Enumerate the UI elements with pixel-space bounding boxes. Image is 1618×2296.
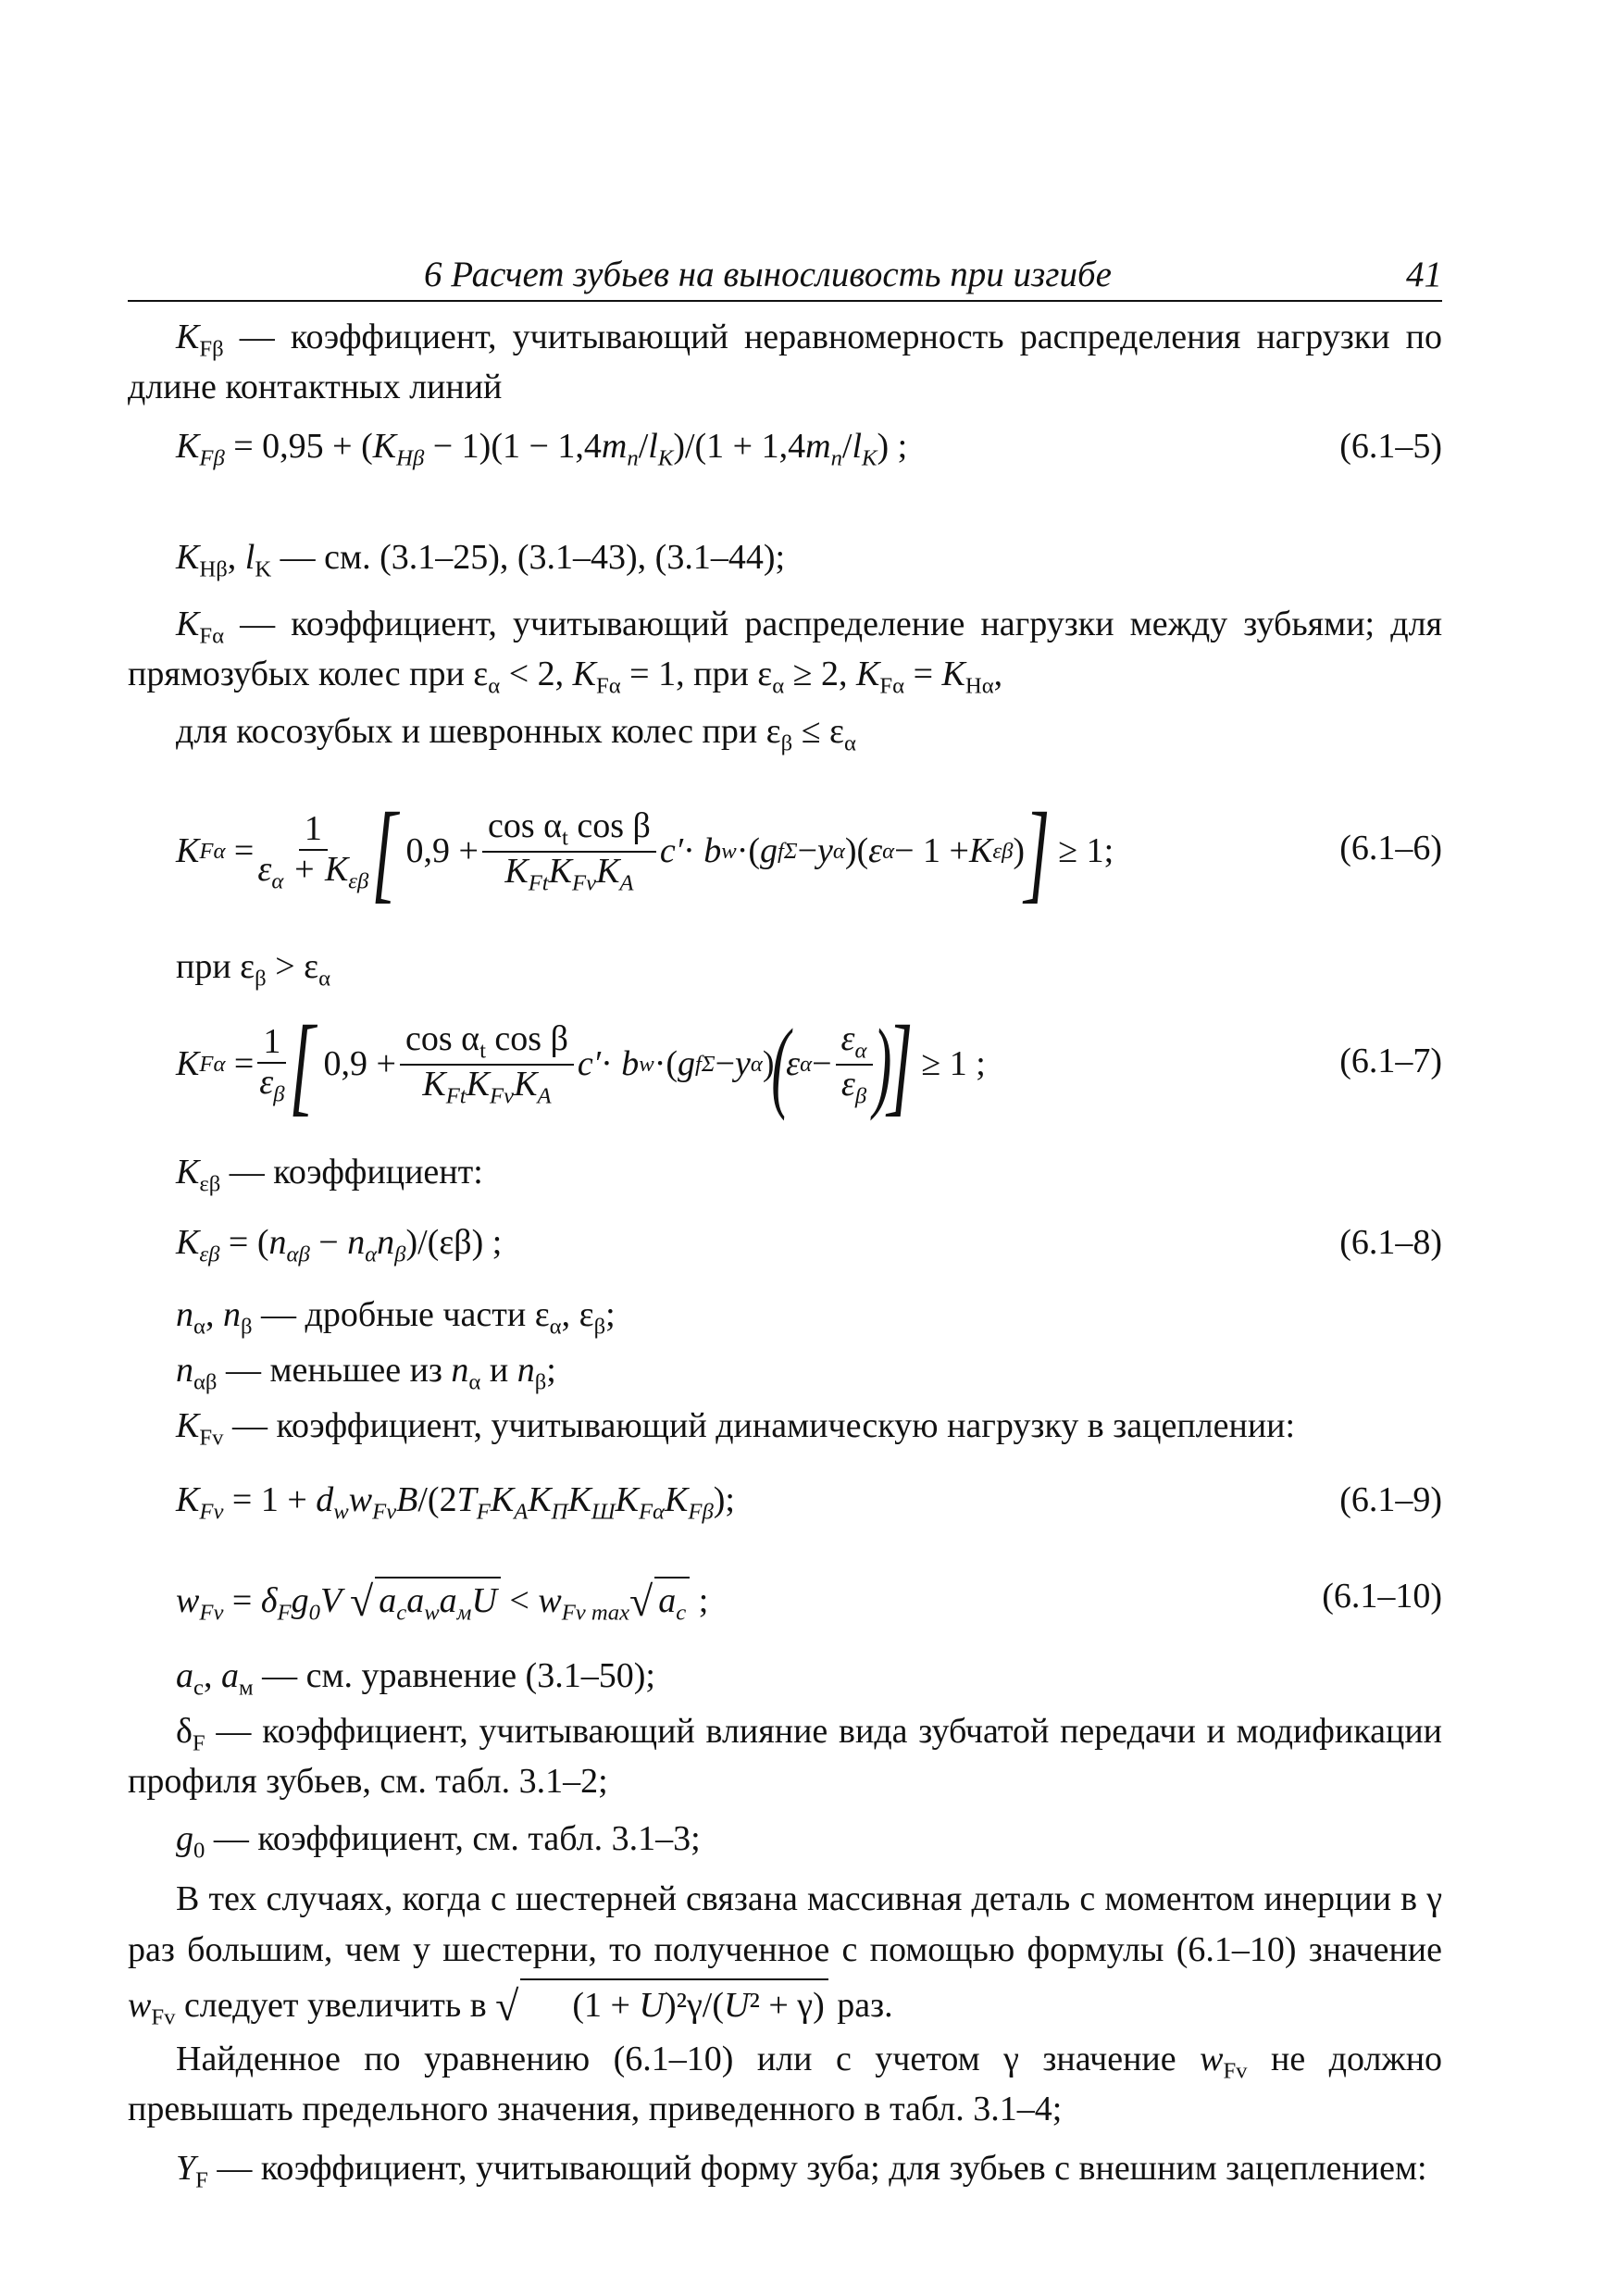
condition-eb-gt-ea: при $\varepsilon_\beta > \varepsilon_\alpha$ xyxy=(176,947,331,992)
equation-6-1-10: $w_{Fv} = \delta_Fg_0V$ √ $a_ca_wa_мU < w_{Fv max}√$ $a_c$ ; (6.1–10) xyxy=(176,1574,1442,1629)
equation-number: (6.1–10) xyxy=(1322,1577,1442,1616)
df-definition-text: — коэффициент, учитывающий влияние вида зубчатой передачи и модификации профиля зубьев, см. табл. 3.1–2; xyxy=(128,1712,1443,1801)
equation-number: (6.1–9) xyxy=(1339,1480,1442,1519)
equation-6-1-7: K Fα = $\frac{1}{\varepsilon_\beta}$ [ 0,9 + $\frac{\cos \alpha_t \cos \beta}{K_{Ft}K_{Fv}K_A}$ c′ · b w · ( g fΣ − y α ) ( ε α − $\frac{\varepsilon_\alpha}{\varepsilon_\beta}$ ) ] ≥ 1 ; (6.1–7) xyxy=(176,1003,1442,1126)
found-text-1: Найденное по уравнению (6.1–10) или с учетом γ значение xyxy=(176,2040,1176,2078)
keb-definition: $K_{\varepsilon\beta}$ — коэффициент: xyxy=(176,1153,483,1197)
kfa-definition-text: — коэффициент, учитывающий распределение нагрузки между зубьями; для прямозубых колес при xyxy=(128,605,1443,693)
n-definition: $n_\alpha$, $n_\beta$ — дробные части $\varepsilon_\alpha$, $\varepsilon_\beta$; xyxy=(176,1295,616,1340)
found-text-2: не должно превышать предельного значения, приведенного в табл. 3.1–4; xyxy=(128,2040,1443,2128)
equation-6-1-6: K Fα = $\frac{1}{\varepsilon_\alpha + K_{\varepsilon\beta}}$ [ 0,9 + $\frac{\cos \alpha_t \cos \beta}{K_{Ft}K_{Fv}K_A}$ c′ · b w · ( g fΣ − y α )( ε α − 1 + K εβ ) ] ≥ 1; (6.1–6) xyxy=(176,790,1442,913)
condition-text: при xyxy=(176,947,231,986)
equation-number: (6.1–6) xyxy=(1339,829,1442,867)
equation-6-1-5: $K_{F\beta} = 0,95 + (K_{H\beta} - 1)(1 - 1,4m_n/l_K)/(1 + 1,4m_n/l_K)$ ; (6.1–5) xyxy=(176,424,1442,474)
yf-definition: $Y_F$ — коэффициент, учитывающий форму зуба; для зубьев с внешним зацеплением: xyxy=(176,2149,1427,2193)
nab-and: и xyxy=(489,1351,509,1390)
kfa-helical-condition: для косозубых и шевронных колес при $\varepsilon_\beta \le \varepsilon_\alpha$ xyxy=(176,712,856,756)
khb-reference: $K_{H\beta}$, $l_K$ — см. (3.1–25), (3.1–43), (3.1–44); xyxy=(176,538,786,582)
g0-definition-text: — коэффициент, см. табл. 3.1–3; xyxy=(213,1819,701,1858)
page-number: 41 xyxy=(1406,255,1442,294)
equation-6-1-9: $K_{Fv} = 1 + d_ww_{Fv}B/(2T_FK_AK_ПK_ШK_{F\alpha}K_{F\beta})$; (6.1–9) xyxy=(176,1478,1442,1528)
equation-number: (6.1–7) xyxy=(1339,1042,1442,1080)
kfv-definition-text: — коэффициент, учитывающий динамическую нагрузку в зацеплении: xyxy=(231,1406,1296,1445)
equation-number: (6.1–5) xyxy=(1339,427,1442,466)
ac-definition-text: — см. уравнение (3.1–50); xyxy=(262,1656,655,1695)
nab-definition-text: — меньшее из xyxy=(226,1351,442,1390)
page-header xyxy=(128,250,1442,302)
khb-reference-text: — см. (3.1–25), (3.1–43), (3.1–44); xyxy=(280,538,786,577)
kfb-definition: $K_{F\beta}$ — коэффициент, учитывающий неравномерность распределения нагрузки по длине контактных линий xyxy=(128,318,1443,406)
massive-text-2: следует увеличить в xyxy=(183,1986,487,2026)
found-paragraph: Найденное по уравнению (6.1–10) или с учетом γ значение $w_{Fv}$ не должно превышать предельного значения, приведенного в табл. 3.1–4; xyxy=(128,2040,1443,2128)
g0-definition: $g_0$ — коэффициент, см. табл. 3.1–3; xyxy=(176,1819,701,1864)
massive-detail-paragraph: В тех случаях, когда с шестерней связана массивная деталь с моментом инерции в γ раз большим, чем у шестерни, то полученное с помощью формулы (6.1–10) значение $w_{Fv}$ следует увеличить в √ (1 + U)²γ/(U² + γ) раз. xyxy=(128,1879,1442,2030)
equation-number: (6.1–8) xyxy=(1339,1223,1442,1262)
df-definition: $\delta_F$ — коэффициент, учитывающий влияние вида зубчатой передачи и модификации профиля зубьев, см. табл. 3.1–2; xyxy=(128,1712,1443,1801)
kfb-definition-text: — коэффициент, учитывающий неравномерность распределения нагрузки по длине контактных линий xyxy=(128,318,1443,406)
kfa-helical-text: для косозубых и шевронных колес при xyxy=(176,712,758,751)
nab-definition: $n_{\alpha\beta}$ — меньшее из $n_\alpha$ и $n_\beta$; xyxy=(176,1351,556,1395)
equation-6-1-8: $K_{\varepsilon\beta} = (n_{\alpha\beta} - n_\alpha n_\beta)/(\varepsilon\beta)$ ; (6.1–8) xyxy=(176,1220,1442,1270)
ac-definition: $a_c$, $a_м$ — см. уравнение (3.1–50); xyxy=(176,1656,655,1701)
yf-definition-text: — коэффициент, учитывающий форму зуба; для зубьев с внешним зацеплением: xyxy=(217,2149,1427,2188)
n-definition-text: — дробные части xyxy=(261,1295,527,1334)
keb-definition-text: — коэффициент: xyxy=(229,1153,483,1192)
header-title: 6 Расчет зубьев на выносливость при изгибе xyxy=(424,255,1112,294)
kfv-definition: $K_{Fv}$ — коэффициент, учитывающий динамическую нагрузку в зацеплении: xyxy=(176,1406,1296,1451)
kfa-definition: $K_{F\alpha}$ — коэффициент, учитывающий распределение нагрузки между зубьями; для прямозубых колес при $\varepsilon_\alpha < 2$, $K_{F\alpha} = 1$, при $\varepsilon_\alpha \ge 2$, $K_{F\alpha} = K_{H\alpha}$, xyxy=(128,605,1443,699)
massive-text-1: В тех случаях, когда с шестерней связана массивная деталь с моментом инерции в γ раз большим, чем у шестерни, то полученное с помощью формулы (6.1–10) значение xyxy=(128,1879,1442,1970)
massive-text-3: раз. xyxy=(837,1986,893,2026)
